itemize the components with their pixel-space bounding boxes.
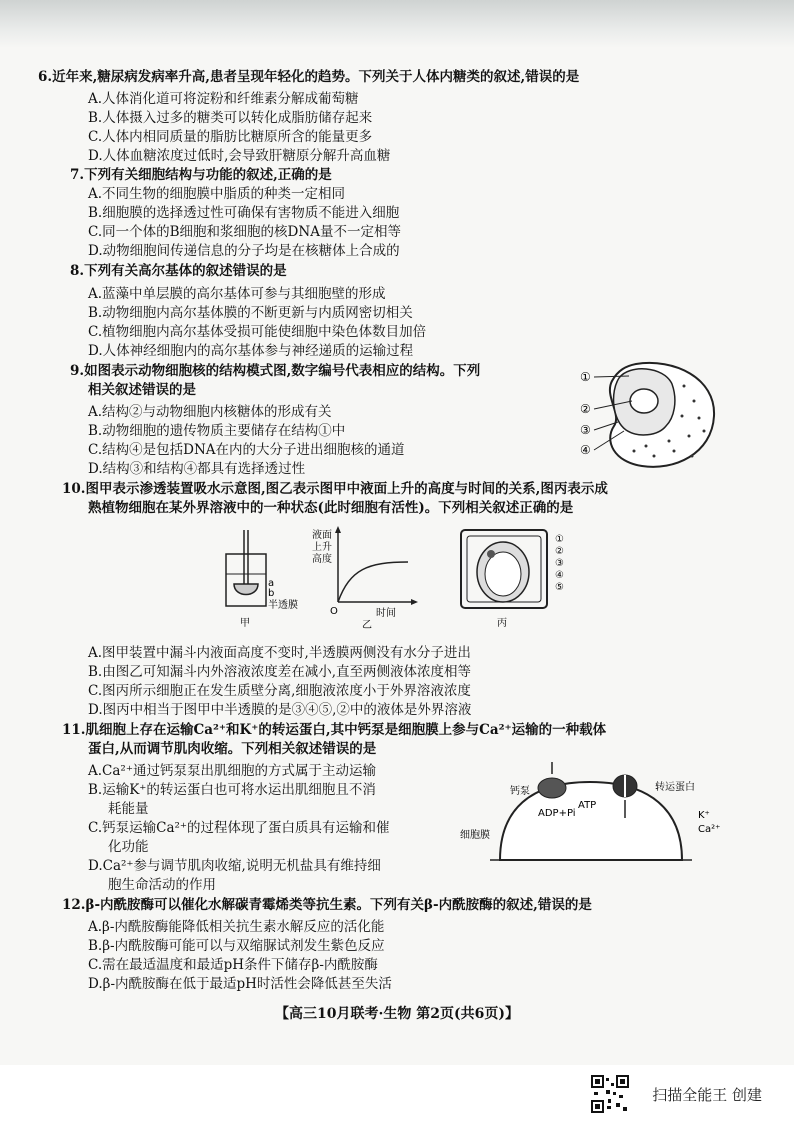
figure-yi-caption: 乙 <box>362 620 372 631</box>
cell-label-3: ③ <box>555 558 564 569</box>
label-atp: ATP <box>578 800 597 811</box>
cell-label-2: ② <box>555 546 564 557</box>
nucleolus <box>630 389 658 413</box>
plant-cell-figure <box>455 524 575 634</box>
device-label-a: a <box>268 578 275 589</box>
q7-option-d: D.动物细胞间传递信息的分子均是在核糖体上合成的 <box>88 243 400 259</box>
question-8-stem: 8.下列有关高尔基体的叙述错误的是 <box>70 263 287 279</box>
graph-ylabel-1: 液面 <box>312 530 332 541</box>
page-footer: 【高三10月联考·生物 第2页(共6页)】 <box>275 1006 519 1022</box>
q10-option-c: C.图丙所示细胞正在发生质壁分离,细胞液浓度小于外界溶液浓度 <box>88 683 471 699</box>
q11-option-c: C.钙泵运输Ca²⁺的过程体现了蛋白质具有运输和催 <box>88 820 390 836</box>
q11-option-b: B.运输K⁺的转运蛋白也可将水运出肌细胞且不消 <box>88 782 376 798</box>
scan-top-band <box>0 0 794 48</box>
question-11-stem-line2: 蛋白,从而调节肌肉收缩。下列相关叙述错误的是 <box>88 741 377 757</box>
q8-option-b: B.动物细胞内高尔基体膜的不断更新与内质网密切相关 <box>88 305 413 321</box>
q7-option-c: C.同一个体的B细胞和浆细胞的核DNA量不一定相等 <box>88 224 401 240</box>
nucleus-label-3: ③ <box>580 423 591 437</box>
q6-option-c: C.人体内相同质量的脂肪比糖原所含的能量更多 <box>88 129 373 145</box>
device-label-membrane: 半透膜 <box>268 600 298 611</box>
q11-option-c-cont: 化功能 <box>108 839 149 855</box>
q8-option-a: A.蓝藻中单层膜的高尔基体可参与其细胞壁的形成 <box>88 286 386 302</box>
q6-option-d: D.人体血糖浓度过低时,会导致肝糖原分解升高血糖 <box>88 148 391 164</box>
cell-label-5: ⑤ <box>555 582 564 593</box>
q12-option-c: C.需在最适温度和最适pH条件下储存β-内酰胺酶 <box>88 957 378 973</box>
nucleus-label-4: ④ <box>580 443 591 457</box>
liquid-rise-graph <box>310 524 430 634</box>
q8-option-c: C.植物细胞内高尔基体受损可能使细胞中染色体数目加倍 <box>88 324 427 340</box>
question-10-stem-line1: 10.图甲表示渗透装置吸水示意图,图乙表示图甲中液面上升的高度与时间的关系,图丙表示成 <box>62 481 608 497</box>
calcium-pump <box>538 778 566 798</box>
q10-option-b: B.由图乙可知漏斗内外溶液浓度差在减小,直至两侧液体浓度相等 <box>88 664 472 680</box>
question-9-stem-line2: 相关叙述错误的是 <box>88 382 196 398</box>
label-adp-pi: ADP+Pi <box>538 808 576 819</box>
graph-origin: O <box>330 606 338 617</box>
scanner-bar <box>0 1065 794 1124</box>
graph-ylabel-3: 高度 <box>312 554 332 565</box>
q7-option-a: A.不同生物的细胞膜中脂质的种类一定相同 <box>88 186 346 202</box>
figure-bing-caption: 丙 <box>497 618 507 629</box>
nucleus-label-2: ② <box>580 402 591 416</box>
graph-xlabel: 时间 <box>376 608 396 619</box>
question-12-stem: 12.β-内酰胺酶可以催化水解碳青霉烯类等抗生素。下列有关β-内酰胺酶的叙述,错误的是 <box>62 897 592 913</box>
q9-option-d: D.结构③和结构④都具有选择透过性 <box>88 461 306 477</box>
q11-option-d: D.Ca²⁺参与调节肌肉收缩,说明无机盐具有维持细 <box>88 858 381 874</box>
rise-curve <box>338 562 408 602</box>
question-10-stem-line2: 熟植物细胞在某外界溶液中的一种状态(此时细胞有活性)。下列相关叙述正确的是 <box>88 500 574 516</box>
q9-option-c: C.结构④是包括DNA在内的大分子进出细胞核的通道 <box>88 442 405 458</box>
osmosis-device-figure <box>218 524 298 634</box>
label-cell-membrane: 细胞膜 <box>460 830 490 841</box>
device-label-b: b <box>268 588 275 599</box>
question-9-stem-line1: 9.如图表示动物细胞核的结构模式图,数字编号代表相应的结构。下列 <box>70 363 481 379</box>
cell-label-4: ④ <box>555 570 564 581</box>
label-calcium: Ca²⁺ <box>698 824 721 835</box>
q9-option-a: A.结构②与动物细胞内核糖体的形成有关 <box>88 404 332 420</box>
q12-option-b: B.β-内酰胺酶可能可以与双缩脲试剂发生紫色反应 <box>88 938 385 954</box>
q10-option-a: A.图甲装置中漏斗内液面高度不变时,半透膜两侧没有水分子进出 <box>88 645 471 661</box>
q11-option-d-cont: 胞生命活动的作用 <box>108 877 216 893</box>
graph-ylabel-2: 上升 <box>312 542 332 553</box>
muscle-cell-diagram <box>460 760 730 880</box>
figure-jia-caption: 甲 <box>240 618 250 629</box>
scanner-watermark: 扫描全能王 创建 <box>652 1086 762 1104</box>
q11-option-b-cont: 耗能量 <box>108 801 149 817</box>
label-potassium: K⁺ <box>698 810 710 821</box>
q11-option-a: A.Ca²⁺通过钙泵泵出肌细胞的方式属于主动运输 <box>88 763 376 779</box>
q12-option-d: D.β-内酰胺酶在低于最适pH时活性会降低甚至失活 <box>88 976 392 992</box>
q12-option-a: A.β-内酰胺酶能降低相关抗生素水解反应的活化能 <box>88 919 385 935</box>
label-transport-protein: 转运蛋白 <box>655 782 695 793</box>
question-6-stem: 6.近年来,糖尿病发病率升高,患者呈现年轻化的趋势。下列关于人体内糖类的叙述,错误的是 <box>38 69 580 85</box>
vacuole <box>485 552 521 596</box>
qr-code-icon <box>591 1075 629 1113</box>
cell-label-1: ① <box>555 534 564 545</box>
q9-option-b: B.动物细胞的遗传物质主要储存在结构①中 <box>88 423 346 439</box>
q6-option-a: A.人体消化道可将淀粉和纤维素分解成葡萄糖 <box>88 91 359 107</box>
question-7-stem: 7.下列有关细胞结构与功能的叙述,正确的是 <box>70 167 332 183</box>
label-calcium-pump: 钙泵 <box>510 786 530 797</box>
q6-option-b: B.人体摄入过多的糖类可以转化成脂肪储存起来 <box>88 110 373 126</box>
q8-option-d: D.人体神经细胞内的高尔基体参与神经递质的运输过程 <box>88 343 414 359</box>
nucleus-diagram <box>574 356 724 476</box>
nucleus-label-1: ① <box>580 370 591 384</box>
question-11-stem-line1: 11.肌细胞上存在运输Ca²⁺和K⁺的转运蛋白,其中钙泵是细胞膜上参与Ca²⁺运输的一种载体 <box>62 722 607 738</box>
q7-option-b: B.细胞膜的选择透过性可确保有害物质不能进入细胞 <box>88 205 400 221</box>
q10-option-d: D.图丙中相当于图甲中半透膜的是③④⑤,②中的液体是外界溶液 <box>88 702 472 718</box>
